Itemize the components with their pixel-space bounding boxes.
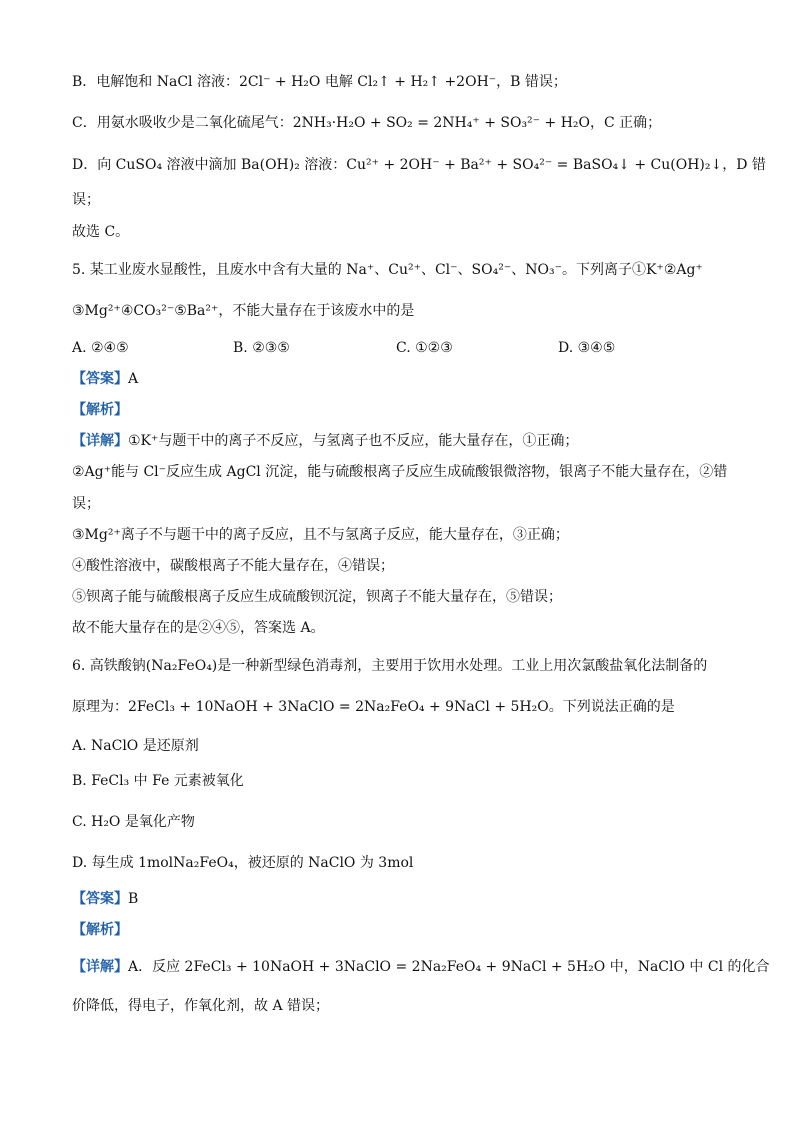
question-6-stem-cont: 原理为：2FeCl₃ + 10NaOH + 3NaClO = 2Na₂FeO₄ + 9NaCl + 5H₂O。下列说法正确的是 — [72, 699, 675, 715]
question-5-stem-cont: ③Mg²⁺④CO₃²⁻⑤Ba²⁺，不能大量存在于该废水中的是 — [72, 303, 415, 319]
question-5-answer — [72, 369, 138, 389]
question-5-option-b: B. ②③⑤ — [233, 340, 290, 356]
section-label: 【解析】 — [72, 402, 128, 418]
question-6-option-d: D. 每生成 1molNa₂FeO₄，被还原的 NaClO 为 3mol — [72, 855, 414, 871]
section-label: 【详解】 — [72, 433, 128, 449]
section-label: 【答案】 — [72, 371, 128, 387]
question-5-detail-4: ④酸性溶液中，碳酸根离子不能大量存在，④错误； — [72, 558, 394, 574]
option-b-explanation: B．电解饱和 NaCl 溶液：2Cl⁻ + H₂O 电解 Cl₂↑ + H₂↑ +2OH⁻，B 错误； — [72, 74, 567, 90]
option-d-explanation: D．向 CuSO₄ 溶液中滴加 Ba(OH)₂ 溶液：Cu²⁺ + 2OH⁻ + Ba²⁺ + SO₄²⁻ = BaSO₄↓ + Cu(OH)₂↓，D 错 — [72, 157, 766, 173]
question-5-option-d: D. ③④⑤ — [558, 340, 616, 356]
question-5-option-c: C. ①②③ — [396, 340, 453, 356]
section-text: A．反应 2FeCl₃ + 10NaOH + 3NaClO = 2Na₂FeO₄ + 9NaCl + 5H₂O 中，NaClO 中 Cl 的化合 — [128, 959, 770, 975]
question-6-analysis-heading — [72, 920, 128, 940]
question-5-detail-1 — [72, 431, 578, 451]
question-5-stem: 5. 某工业废水显酸性，且废水中含有大量的 Na⁺、Cu²⁺、Cl⁻、SO₄²⁻、NO₃⁻。下列离子①K⁺②Ag⁺ — [72, 262, 703, 278]
conclusion-text: 故选 C。 — [72, 224, 130, 240]
question-6-option-b: B. FeCl₃ 中 Fe 元素被氧化 — [72, 773, 244, 789]
question-5-detail-5: ⑤钡离子能与硫酸根离子反应生成硫酸钡沉淀，钡离子不能大量存在，⑤错误； — [72, 589, 562, 605]
section-text: ①K⁺与题干中的离子不反应，与氢离子也不反应，能大量存在，①正确； — [128, 433, 579, 449]
section-label: 【解析】 — [72, 922, 128, 938]
option-c-explanation: C．用氨水吸收少是二氧化硫尾气：2NH₃·H₂O + SO₂ = 2NH₄⁺ + SO₃²⁻ + H₂O，C 正确； — [72, 115, 662, 131]
option-d-explanation-cont: 误； — [72, 192, 100, 208]
section-label: 【答案】 — [72, 891, 128, 907]
section-text: A — [128, 371, 139, 387]
question-5-detail-2-cont: 误； — [72, 496, 100, 512]
question-6-detail-1-cont: 价降低，得电子，作氧化剂，故 A 错误； — [72, 998, 330, 1014]
question-6-option-a: A. NaClO 是还原剂 — [72, 738, 199, 754]
question-5-option-a: A. ②④⑤ — [72, 340, 129, 356]
question-5-detail-2: ②Ag⁺能与 Cl⁻反应生成 AgCl 沉淀，能与硫酸根离子反应生成硫酸银微溶物，银离子不能大量存在，②错 — [72, 464, 728, 480]
question-6-detail-1 — [72, 957, 770, 977]
question-6-answer — [72, 889, 138, 909]
section-label: 【详解】 — [72, 959, 128, 975]
question-6-option-c: C. H₂O 是氧化产物 — [72, 814, 195, 830]
section-text: B — [128, 891, 139, 907]
question-5-analysis-heading — [72, 400, 128, 420]
question-5-detail-3: ③Mg²⁺离子不与题干中的离子反应，且不与氢离子反应，能大量存在，③正确； — [72, 527, 569, 543]
question-5-detail-6: 故不能大量存在的是②④⑤，答案选 A。 — [72, 620, 325, 636]
question-6-stem: 6. 高铁酸钠(Na₂FeO₄)是一种新型绿色消毒剂，主要用于饮用水处理。工业上用次氯酸盐氧化法制备的 — [72, 658, 708, 674]
